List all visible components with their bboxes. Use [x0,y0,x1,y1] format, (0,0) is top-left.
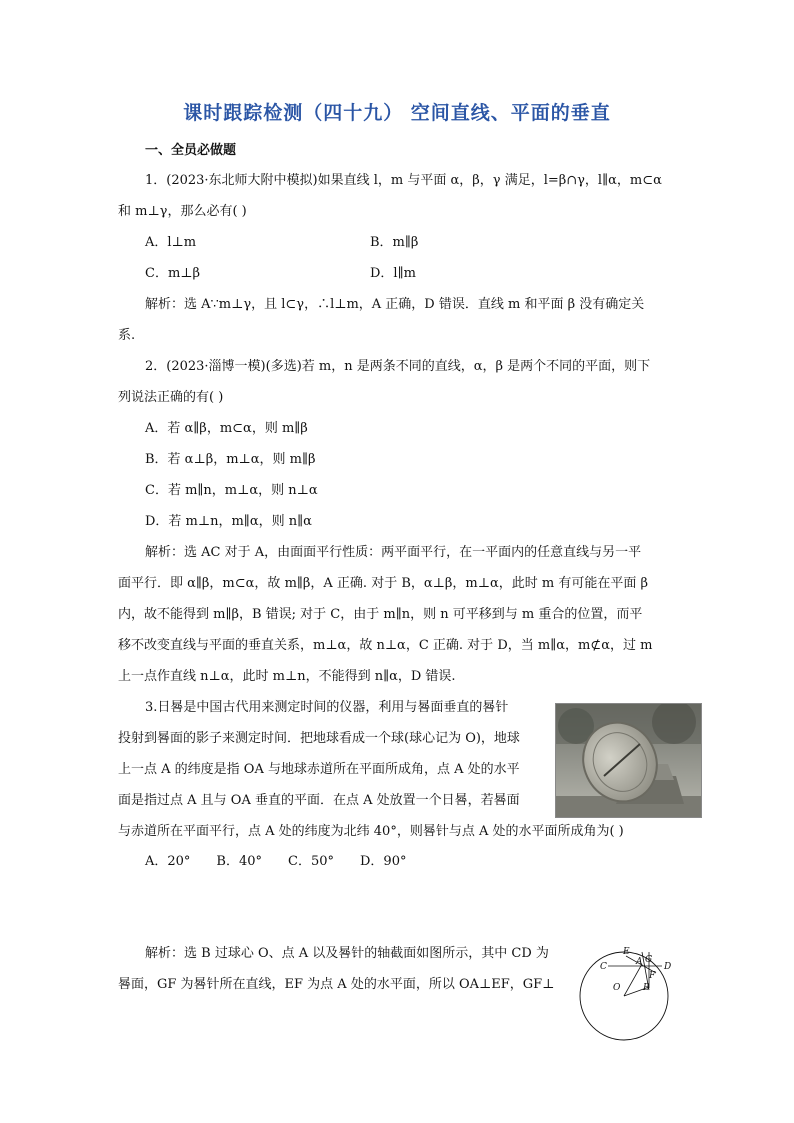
q2-option-c: C．若 m∥n，m⊥α，则 n⊥α [145,483,318,498]
q2-option-b: B．若 α⊥β，m⊥α，则 m∥β [145,452,316,467]
q3-stem-line2: 投射到晷面的影子来测定时间．把地球看成一个球(球心记为 O)，地球 [118,731,520,746]
label-f: F [649,971,656,981]
q2-option-d: D．若 m⊥n，m∥α，则 n∥α [145,514,312,529]
segment-oa [624,964,642,996]
label-e: E [623,947,630,957]
q3-stem-line1: 3.日晷是中国古代用来测定时间的仪器，利用与晷面垂直的晷针 [145,700,509,715]
q2-stem-line1: 2．(2023·淄博一模)(多选)若 m，n 是两条不同的直线，α，β 是两个不同的平面，则下 [145,359,651,374]
q3-answer-line2: 晷面，GF 为晷针所在直线，EF 为点 A 处的水平面，所以 OA⊥EF，GF⊥ [118,977,555,992]
label-a: A [636,957,643,967]
q2-answer-line4: 移不改变直线与平面的垂直关系，m⊥α，故 n⊥α，C 正确. 对于 D，当 m∥α，m⊄α，过 m [118,638,653,653]
q3-options: A．20° B．40° C．50° D．90° [145,854,407,869]
q3-stem-line5: 与赤道所在平面平行，点 A 处的纬度为北纬 40°，则晷针与点 A 处的水平面所成角为( ) [118,824,624,839]
q1-answer-line1: 解析：选 A∵m⊥γ，且 l⊂γ，∴l⊥m，A 正确，D 错误．直线 m 和平面 β 没有确定关 [145,297,645,312]
q1-option-b: B．m∥β [370,235,419,250]
q1-option-c: C．m⊥β [145,266,201,281]
section-heading: 一、全员必做题 [145,143,237,158]
q1-stem-line1: 1．(2023·东北师大附中模拟)如果直线 l，m 与平面 α，β，γ 满足，l=β∩γ，l∥α，m⊂α [145,173,662,188]
q1-answer-line2: 系. [118,328,136,343]
label-b: B [643,983,650,993]
q2-stem-line2: 列说法正确的有( ) [118,390,224,405]
label-g: G [645,955,653,965]
q1-stem-line2: 和 m⊥γ，那么必有( ) [118,204,247,219]
q2-option-a: A．若 α∥β，m⊂α，则 m∥β [145,421,308,436]
q1-option-a: A．l⊥m [145,235,197,250]
sundial-cross-section-diagram [578,938,682,1042]
q3-stem-line3: 上一点 A 的纬度是指 OA 与地球赤道所在平面所成角，点 A 处的水平 [118,762,520,777]
sundial-photo [555,703,702,818]
q1-option-d: D．l∥m [370,266,416,281]
label-d: D [664,962,672,972]
q2-answer-line1: 解析：选 AC 对于 A，由面面平行性质：两平面平行，在一平面内的任意直线与另一平 [145,545,642,560]
q2-answer-line2: 面平行．即 α∥β，m⊂α，故 m∥β，A 正确. 对于 B，α⊥β，m⊥α，此时 m 有可能在平面 β [118,576,648,591]
page-title: 课时跟踪检测（四十九） 空间直线、平面的垂直 [183,102,611,124]
label-o: O [613,983,621,993]
q2-answer-line3: 内，故不能得到 m∥β，B 错误; 对于 C，由于 m∥n，则 n 可平移到与 m 重合的位置，而平 [118,607,643,622]
label-c: C [600,962,607,972]
q3-stem-line4: 面是指过点 A 且与 OA 垂直的平面．在点 A 处放置一个日晷，若晷面 [118,793,520,808]
q3-answer-line1: 解析：选 B 过球心 O、点 A 以及晷针的轴截面如图所示，其中 CD 为 [145,946,549,961]
q2-answer-line5: 上一点作直线 n⊥α，此时 m⊥n，不能得到 n∥α，D 错误. [118,669,456,684]
